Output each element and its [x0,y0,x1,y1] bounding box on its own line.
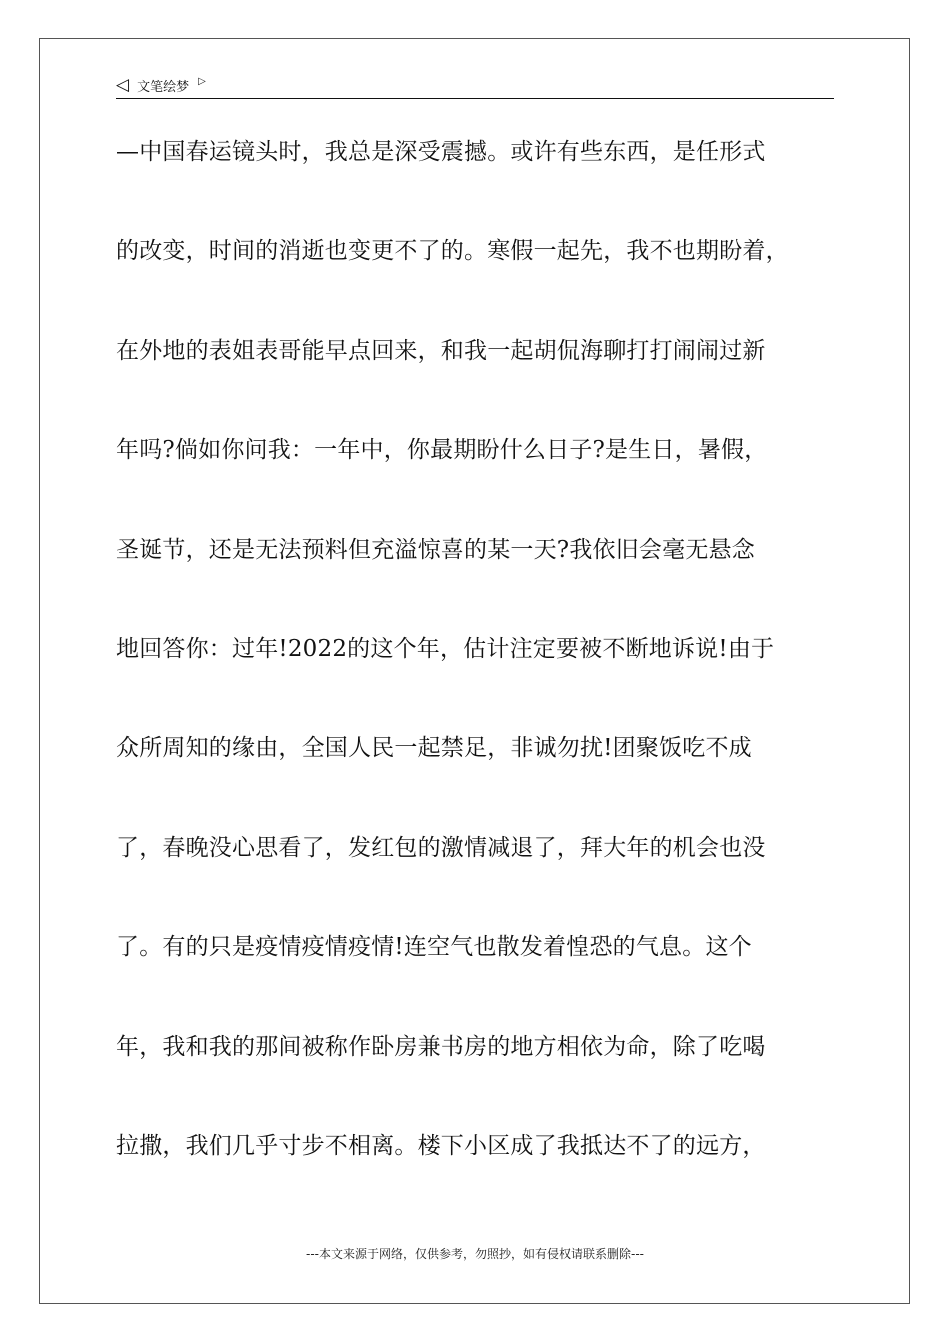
page-header [116,72,834,99]
text-line: 的改变，时间的消逝也变更不了的。寒假一起先，我不也期盼着， [116,238,789,265]
text-line: 地回答你：过年!2022的这个年，估计注定要被不断地诉说!由于 [116,635,775,662]
text-line: 年，我和我的那间被称作卧房兼书房的地方相依为命，除了吃喝 [116,1033,766,1060]
body-text [116,130,846,1223]
text-line: 众所周知的缘由，全国人民一起禁足，非诚勿扰!团聚饭吃不成 [116,735,752,762]
header-brand: 文笔绘梦 [137,79,190,95]
text-line: 了。有的只是疫情疫情疫情!连空气也散发着惶恐的气息。这个 [116,934,752,961]
text-line: 在外地的表姐表哥能早点回来，和我一起胡侃海聊打打闹闹过新 [116,337,766,364]
text-line: 年吗?倘如你问我：一年中，你最期盼什么日子?是生日，暑假， [116,437,768,464]
right-triangle-icon: ▷ [198,76,206,87]
text-line: 了，春晚没心思看了，发红包的激情减退了，拜大年的机会也没 [116,834,766,861]
left-triangle-icon: ◁ [116,74,130,95]
text-line: 圣诞节，还是无法预料但充溢惊喜的某一天?我依旧会毫无悬念 [116,536,755,563]
page-footer: ---本文来源于网络，仅供参考，勿照抄，如有侵权请联系删除--- [306,1247,644,1261]
text-line: —中国春运镜头时，我总是深受震撼。或许有些东西，是任形式 [116,139,766,165]
text-line: 拉撒，我们几乎寸步不相离。楼下小区成了我抵达不了的远方， [116,1132,766,1159]
